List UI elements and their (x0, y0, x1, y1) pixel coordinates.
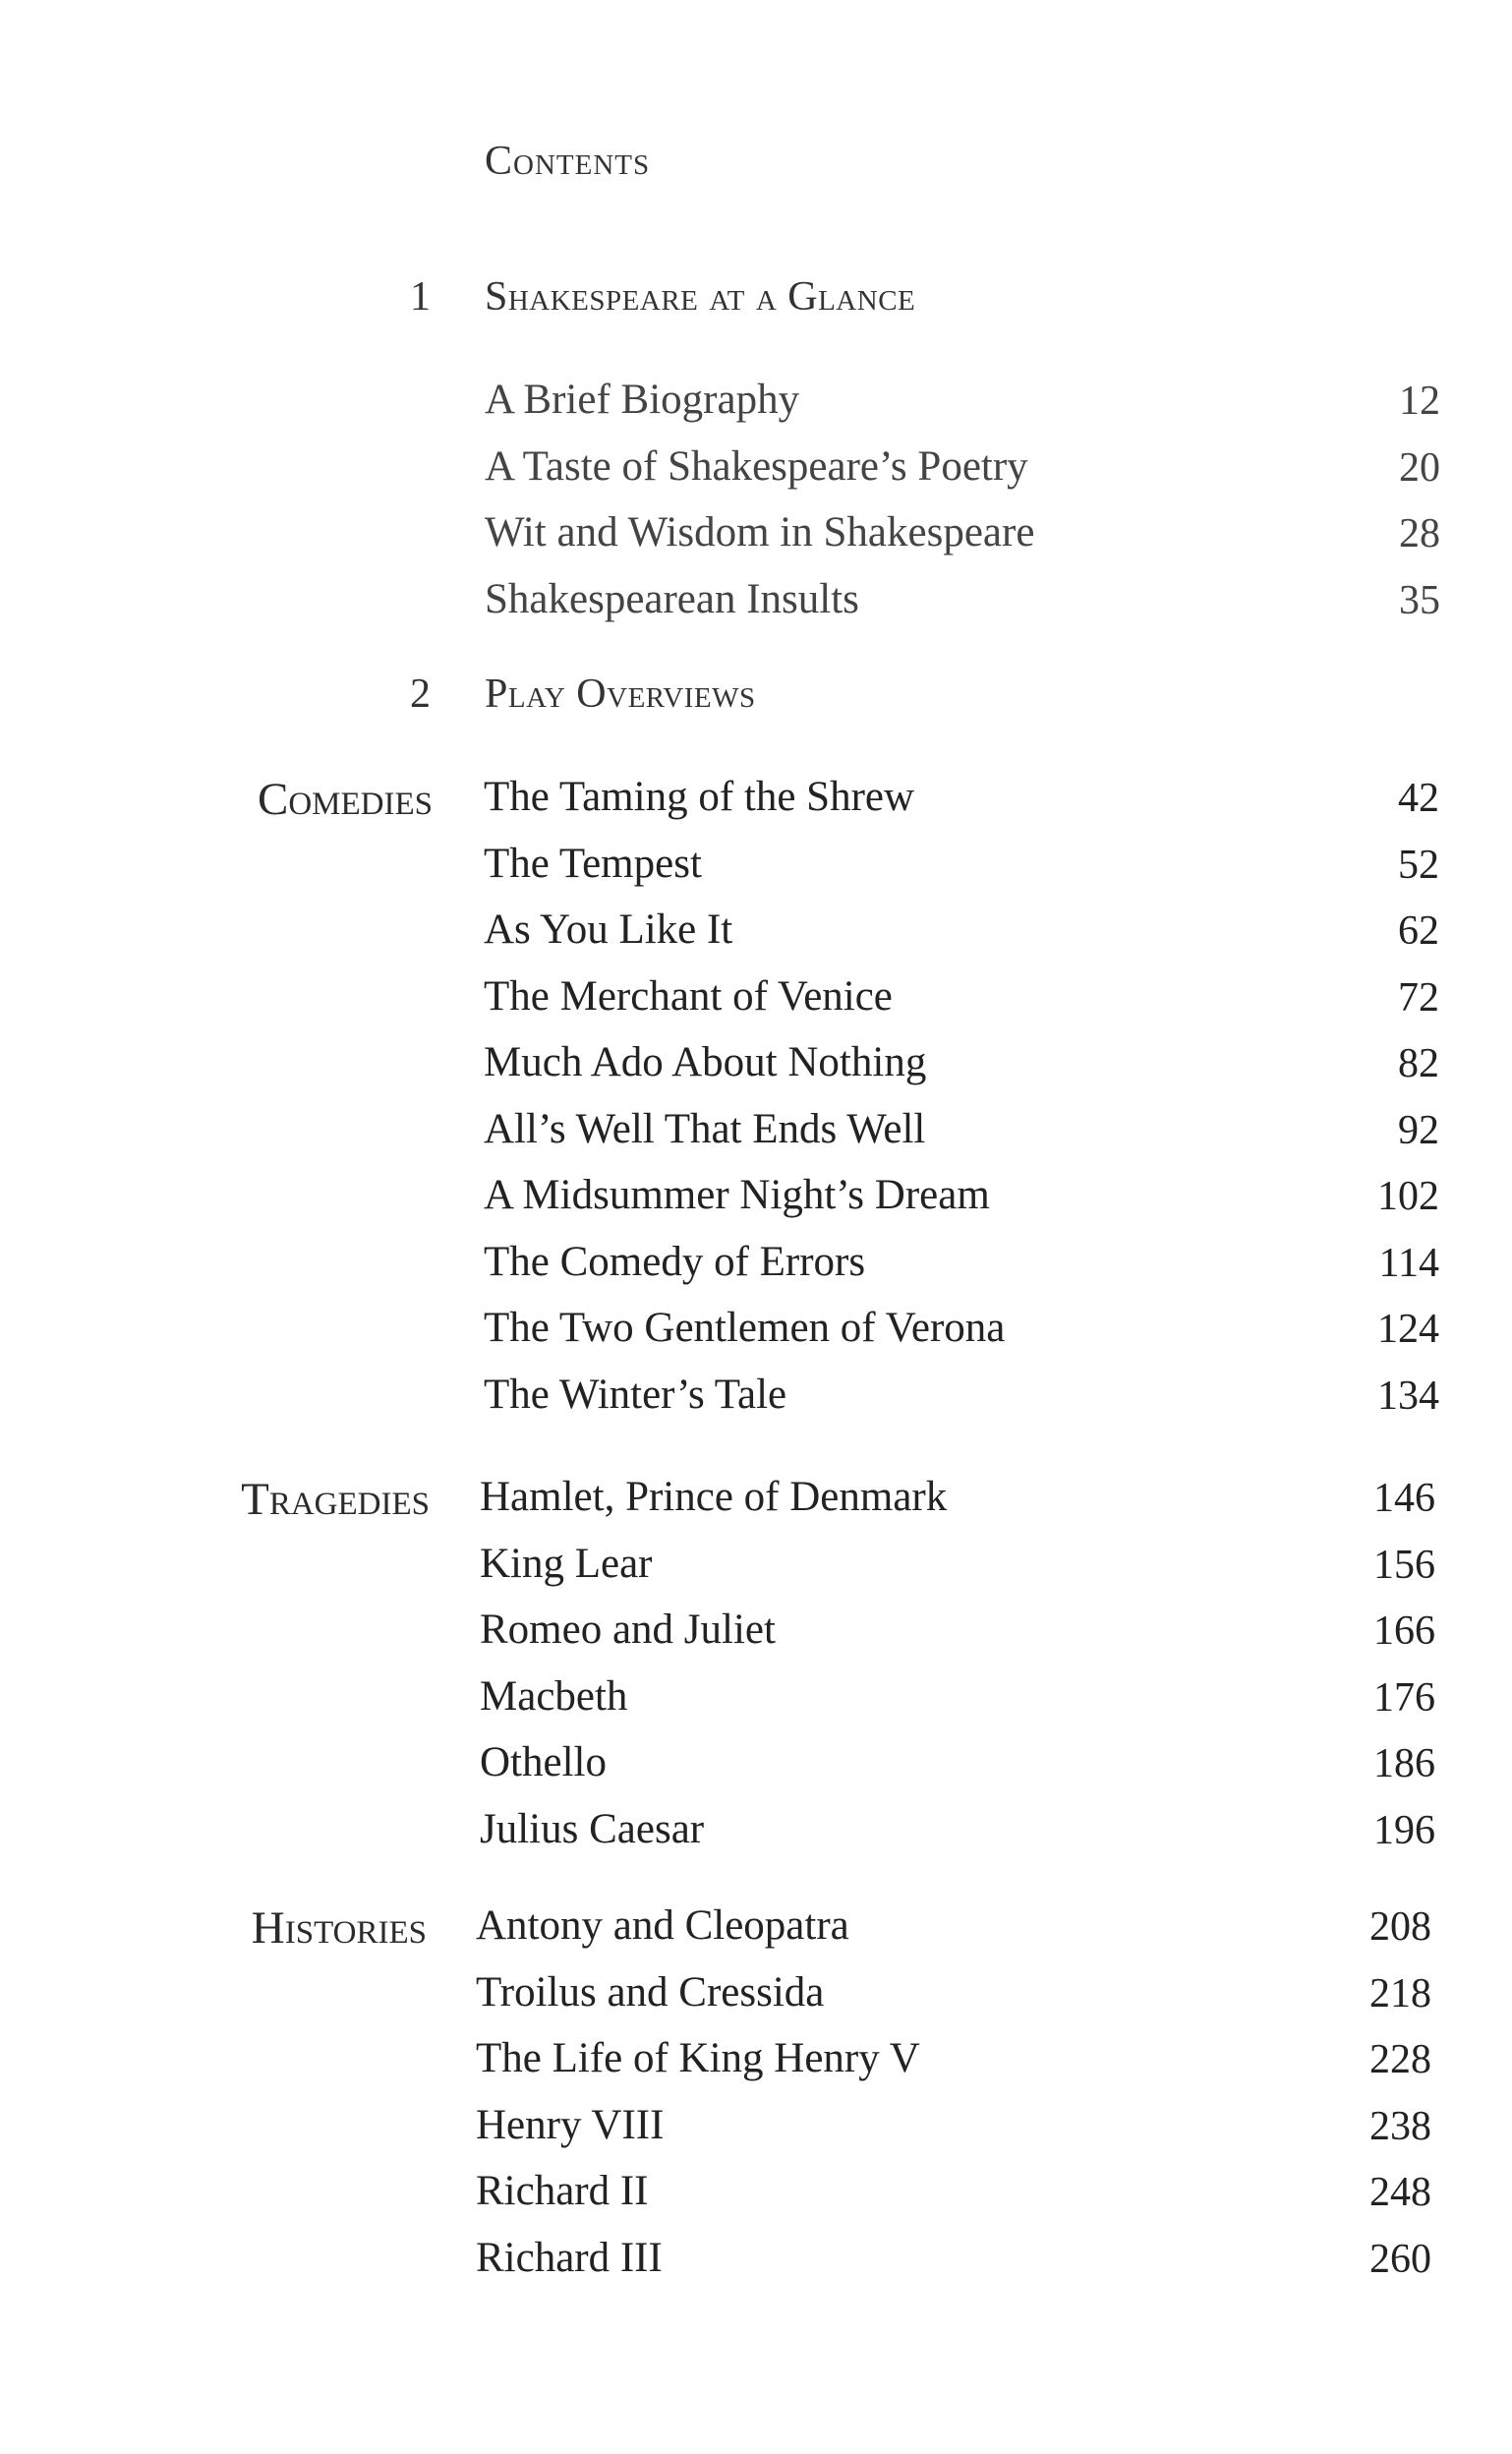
entry-page-number: 208 (1369, 1904, 1431, 1950)
entry-title: Richard II (476, 2168, 649, 2214)
entry-page-number: 146 (1373, 1476, 1435, 1521)
toc-entry[interactable] (476, 1901, 1431, 1968)
entry-page-number: 238 (1369, 2103, 1431, 2149)
entry-title: Much Ado About Nothing (484, 1039, 927, 1085)
entry-title: Macbeth (480, 1672, 628, 1720)
entry-title: Hamlet, Prince of Denmark (480, 1474, 948, 1520)
entry-title: A Midsummer Night’s Dream (484, 1172, 990, 1218)
entry-page-number: 102 (1377, 1174, 1439, 1219)
toc-entry[interactable] (484, 773, 1439, 840)
toc-entry[interactable] (480, 1473, 1435, 1540)
entry-page-number: 260 (1369, 2236, 1431, 2282)
entry-page-number: 124 (1377, 1307, 1439, 1352)
toc-entry[interactable] (485, 442, 1440, 509)
toc-entry[interactable] (476, 1968, 1431, 2035)
entry-title: Troilus and Cressida (476, 1968, 825, 2016)
toc-entry[interactable] (480, 1540, 1435, 1607)
page-title: Contents (485, 139, 651, 184)
entry-page-number: 62 (1398, 908, 1439, 954)
tragedies-entries (480, 1473, 1435, 1871)
entry-title: All’s Well That Ends Well (484, 1105, 926, 1152)
toc-entry[interactable] (485, 508, 1440, 575)
entry-title: The Winter’s Tale (484, 1371, 787, 1418)
entry-title: A Taste of Shakespeare’s Poetry (485, 442, 1028, 490)
chapter-2-heading (0, 671, 1512, 730)
chapter-1-entries (485, 376, 1440, 641)
toc-entry[interactable] (480, 1606, 1435, 1672)
toc-entry[interactable] (480, 1672, 1435, 1739)
entry-title: Julius Caesar (480, 1805, 705, 1852)
toc-entry[interactable] (484, 906, 1439, 972)
chapter-1-heading (0, 273, 1512, 332)
entry-title: Wit and Wisdom in Shakespeare (485, 509, 1035, 555)
entry-page-number: 28 (1399, 511, 1440, 556)
entry-page-number: 156 (1373, 1542, 1435, 1588)
toc-entry[interactable] (484, 1105, 1439, 1172)
entry-page-number: 176 (1373, 1674, 1435, 1721)
toc-entry[interactable] (484, 840, 1439, 906)
entry-title: Romeo and Juliet (480, 1607, 776, 1653)
toc-entry[interactable] (485, 575, 1440, 642)
toc-entry[interactable] (476, 2167, 1431, 2234)
histories-entries (476, 1901, 1431, 2300)
toc-entry[interactable] (484, 1038, 1439, 1105)
chapter-title: Shakespeare at a Glance (485, 274, 916, 320)
entry-title: As You Like It (484, 906, 733, 953)
entry-page-number: 186 (1373, 1741, 1435, 1786)
entry-page-number: 20 (1399, 444, 1440, 491)
toc-entry[interactable] (484, 1238, 1439, 1305)
entry-page-number: 42 (1398, 776, 1439, 821)
entry-page-number: 134 (1377, 1373, 1439, 1419)
category-label-tragedies: Tragedies (241, 1474, 430, 1525)
toc-entry[interactable] (476, 2034, 1431, 2101)
entry-page-number: 248 (1369, 2170, 1431, 2215)
entry-page-number: 52 (1398, 842, 1439, 888)
entry-page-number: 114 (1378, 1240, 1439, 1286)
entry-title: The Two Gentlemen of Verona (484, 1305, 1006, 1351)
toc-entry[interactable] (480, 1805, 1435, 1872)
toc-entry[interactable] (484, 1171, 1439, 1238)
entry-title: Richard III (476, 2234, 663, 2281)
entry-title: Othello (480, 1739, 607, 1785)
toc-entry[interactable] (476, 2101, 1431, 2168)
entry-title: The Merchant of Venice (484, 972, 893, 1020)
entry-title: The Tempest (484, 840, 702, 887)
toc-entry[interactable] (484, 1371, 1439, 1437)
entry-title: The Life of King Henry V (476, 2035, 920, 2081)
entry-title: Shakespearean Insults (485, 575, 859, 622)
entry-title: Antony and Cleopatra (476, 1902, 849, 1949)
toc-entry[interactable] (480, 1738, 1435, 1805)
entry-page-number: 196 (1373, 1807, 1435, 1853)
toc-entry[interactable] (476, 2234, 1431, 2301)
category-label-comedies: Comedies (257, 774, 433, 825)
chapter-number: 2 (410, 672, 431, 717)
entry-page-number: 82 (1398, 1041, 1439, 1086)
comedies-entries (484, 773, 1439, 1436)
entry-page-number: 35 (1399, 577, 1440, 623)
entry-page-number: 72 (1398, 974, 1439, 1021)
entry-title: The Taming of the Shrew (484, 774, 915, 820)
toc-entry[interactable] (484, 972, 1439, 1039)
toc-entry[interactable] (485, 376, 1440, 442)
toc-entry[interactable] (484, 1304, 1439, 1371)
entry-title: The Comedy of Errors (484, 1238, 866, 1285)
entry-page-number: 218 (1369, 1970, 1431, 2016)
entry-title: A Brief Biography (485, 377, 800, 423)
category-label-histories: Histories (251, 1902, 427, 1954)
chapter-title: Play Overviews (485, 672, 756, 717)
entry-page-number: 12 (1399, 379, 1440, 424)
entry-title: Henry VIII (476, 2101, 665, 2148)
entry-page-number: 228 (1369, 2037, 1431, 2082)
chapter-number: 1 (410, 274, 431, 320)
entry-title: King Lear (480, 1540, 653, 1587)
entry-page-number: 166 (1373, 1608, 1435, 1654)
entry-page-number: 92 (1398, 1107, 1439, 1153)
